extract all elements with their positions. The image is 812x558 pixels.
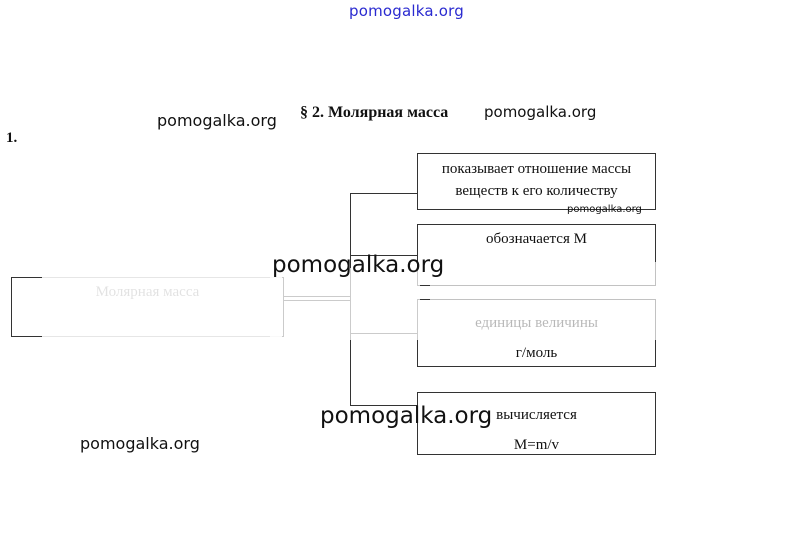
- washout-band-left: [42, 272, 282, 338]
- watermark-title-left: pomogalka.org: [157, 111, 277, 130]
- branch-4-line-2: M=m/v: [513, 437, 560, 453]
- watermark-bottom-large: pomogalka.org: [320, 403, 493, 429]
- washout-band-middle: [270, 268, 420, 340]
- item-number: 1.: [6, 130, 18, 146]
- branch-1-line-1: показывает отношение массы: [441, 161, 632, 177]
- watermark-top: pomogalka.org: [349, 2, 464, 20]
- section-title: § 2. Молярная масса: [300, 104, 449, 121]
- watermark-bottom-left: pomogalka.org: [80, 434, 200, 453]
- branch-box-1: [417, 153, 656, 210]
- connector-branch-1: [350, 193, 418, 194]
- branch-4-line-1: вычисляется: [496, 407, 577, 423]
- watermark-center-large: pomogalka.org: [272, 252, 445, 278]
- watermark-title-right: pomogalka.org: [484, 103, 597, 121]
- branch-2-line-1: обозначается М: [486, 231, 587, 247]
- branch-1-line-2: веществ к его количеству: [455, 183, 618, 199]
- watermark-box1-small: pomogalka.org: [567, 204, 642, 215]
- washout-band-right: [430, 262, 700, 340]
- branch-3-line-2: г/моль: [515, 345, 558, 361]
